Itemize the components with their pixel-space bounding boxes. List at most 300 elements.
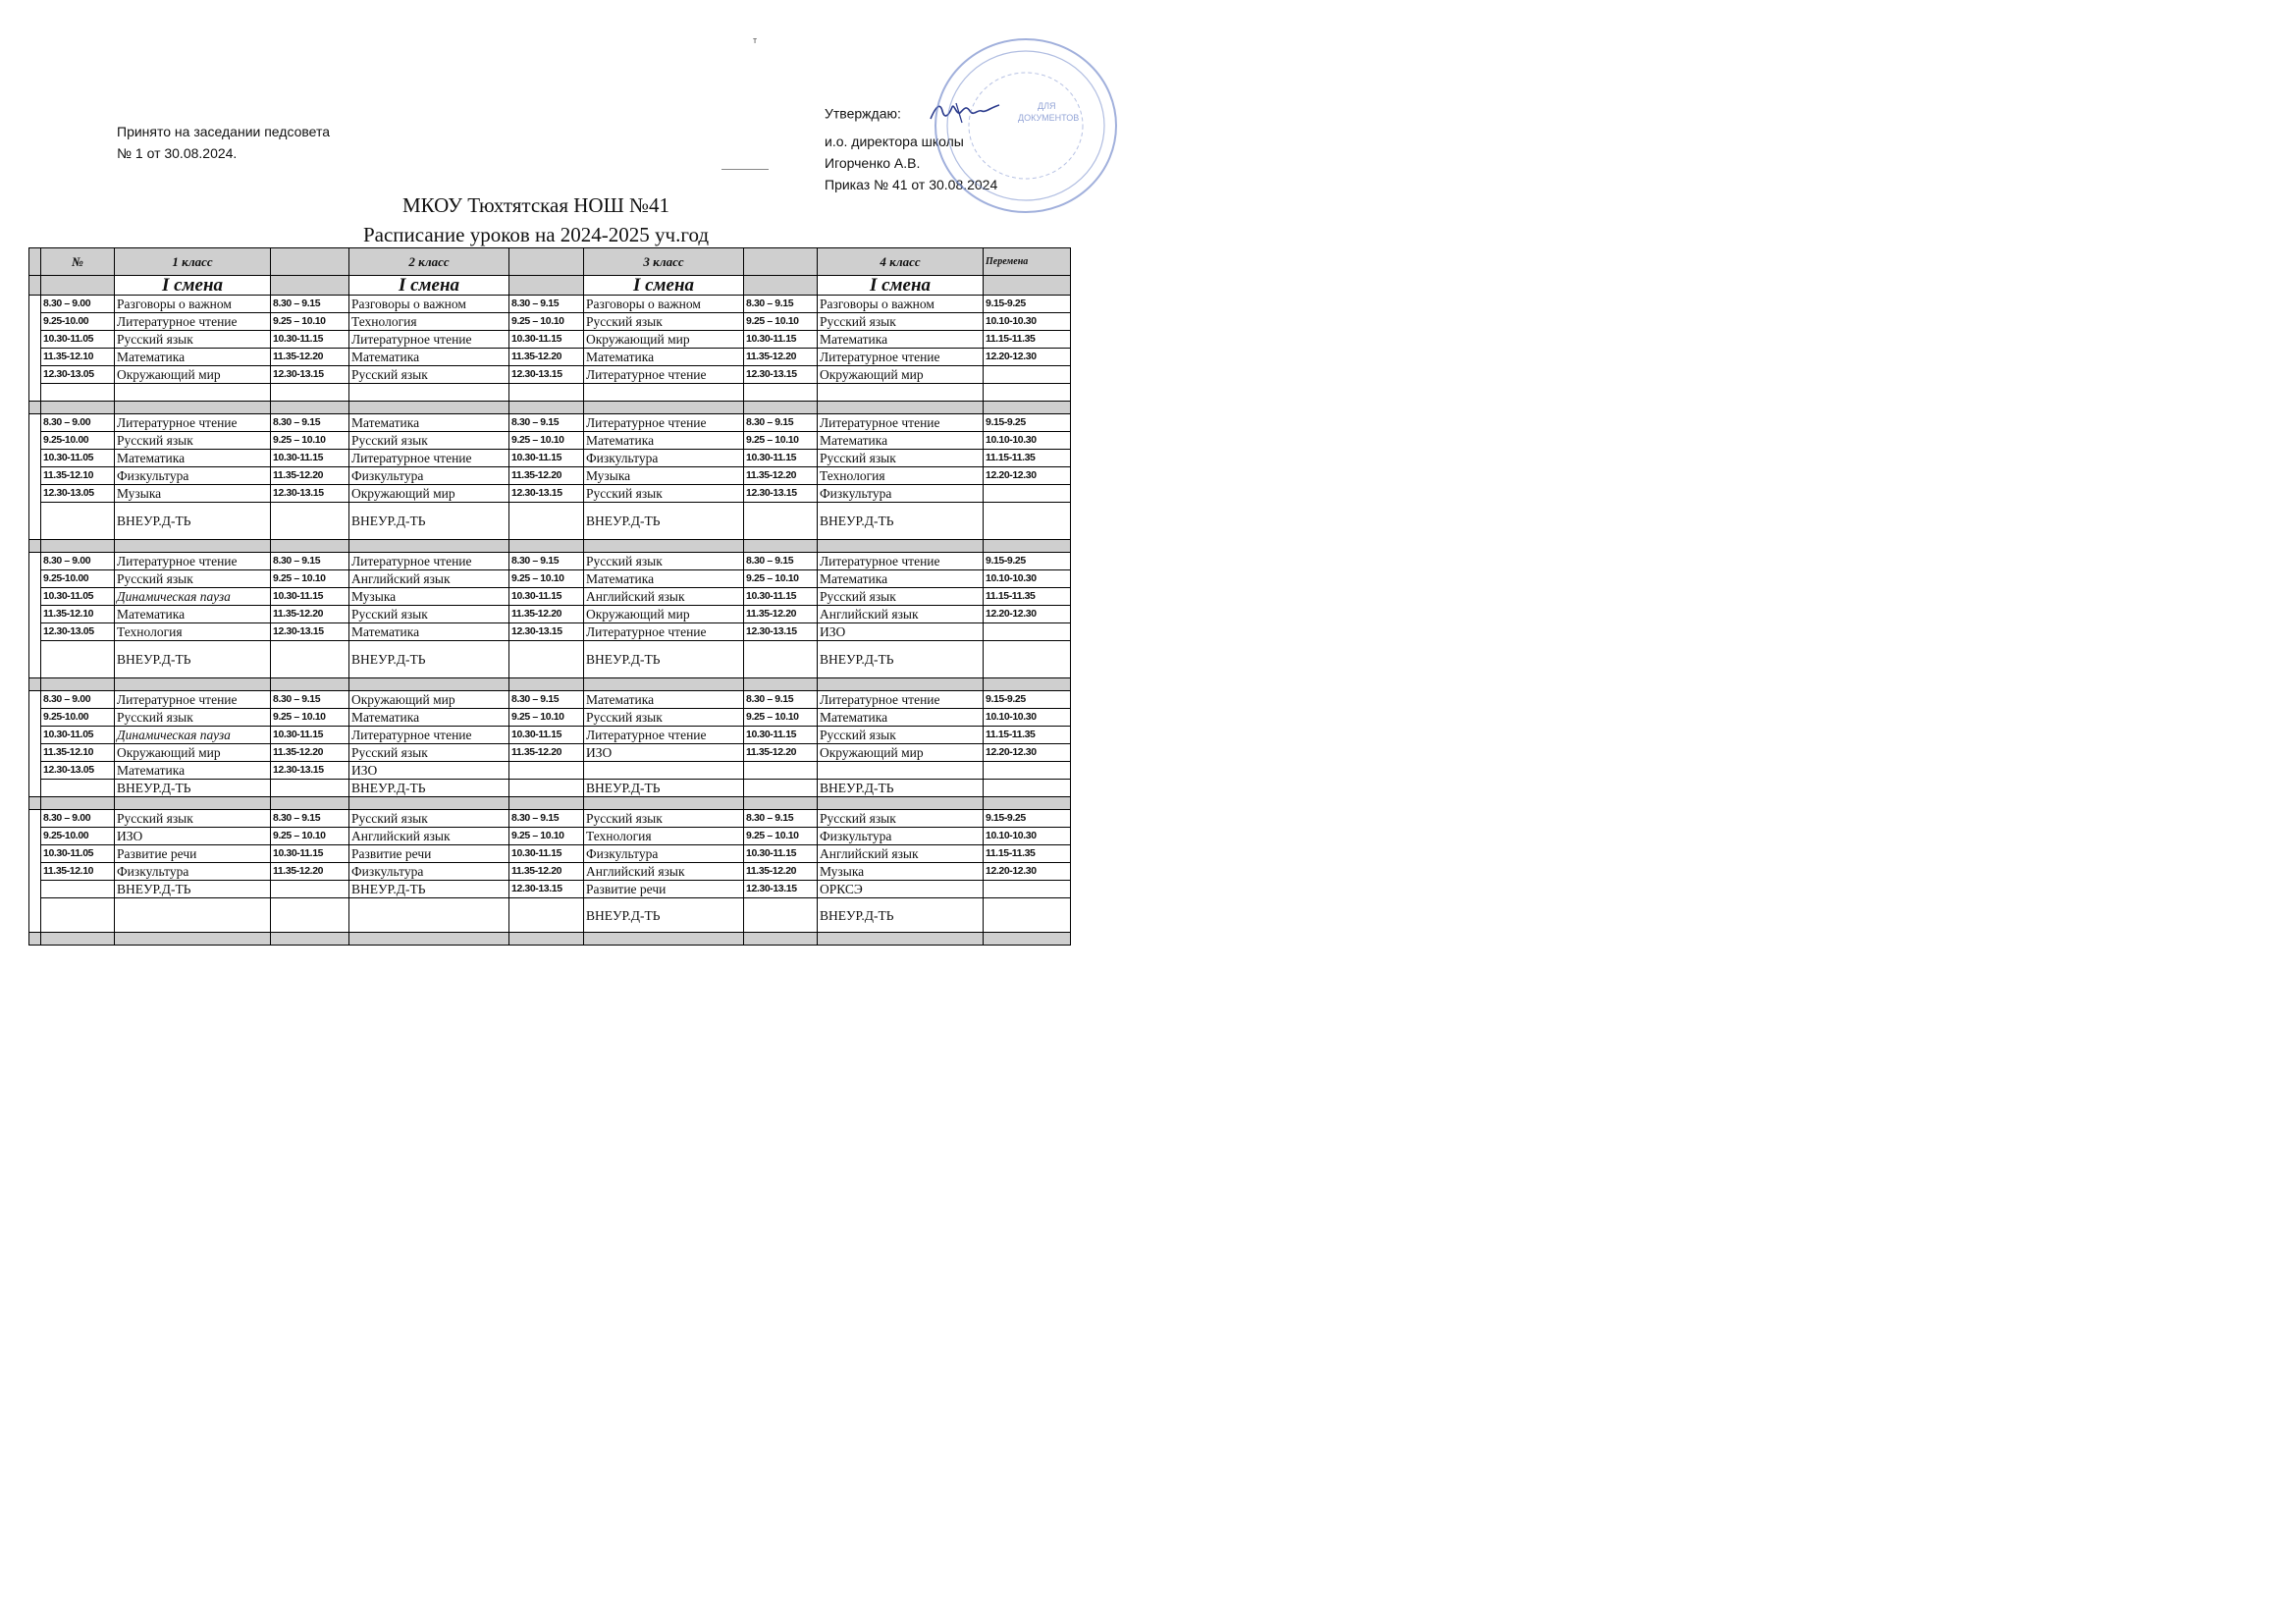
lesson-time: 12.30-13.15 [509,485,584,503]
lesson-subject: Русский язык [115,810,271,828]
lesson-subject: Окружающий мир [818,366,984,384]
lesson-subject: Русский язык [115,570,271,588]
lesson-time: 12.30-13.05 [41,762,115,780]
break-time: 10.10-10.30 [984,313,1071,331]
lesson-subject: ИЗО [584,744,744,762]
lesson-time: 11.35-12.20 [744,467,818,485]
lesson-time: 12.30-13.05 [41,623,115,641]
lesson-subject: Физкультура [584,450,744,467]
council-line: Принято на заседании педсовета [117,124,331,139]
lesson-subject: ВНЕУР.Д-ТЬ [115,881,271,898]
lesson-subject: Физкультура [349,467,509,485]
lesson-subject: Русский язык [584,553,744,570]
break-time: 9.15-9.25 [984,414,1071,432]
lesson-time: 12.30-13.15 [744,623,818,641]
lesson-row [29,881,1071,898]
lesson-time: 8.30 – 9.00 [41,414,115,432]
lesson-time: 9.25 – 10.10 [271,709,349,727]
lesson-time: 9.25-10.00 [41,828,115,845]
lesson-time: 10.30-11.15 [271,331,349,349]
lesson-time: 10.30-11.15 [509,727,584,744]
top-mark: т [753,35,758,45]
lesson-time: 11.35-12.10 [41,863,115,881]
break-time: 11.15-11.35 [984,450,1071,467]
lesson-subject: Русский язык [349,366,509,384]
lesson-time: 11.35-12.20 [271,467,349,485]
break-time: 11.15-11.35 [984,331,1071,349]
extracurricular-row [29,641,1071,678]
lesson-row [29,313,1071,331]
break-time: 12.20-12.30 [984,467,1071,485]
lesson-time: 11.35-12.20 [744,349,818,366]
break-time: 9.15-9.25 [984,810,1071,828]
separator-row [29,678,1071,691]
lesson-time: 9.25 – 10.10 [271,313,349,331]
lesson-subject: Музыка [818,863,984,881]
lesson-subject: Литературное чтение [115,691,271,709]
lesson-time: 9.25 – 10.10 [744,432,818,450]
lesson-subject: Русский язык [584,485,744,503]
council-date-line: № 1 от 30.08.2024. [117,145,238,161]
lesson-subject: Русский язык [349,606,509,623]
class1-header: 1 класс [115,248,271,276]
lesson-time: 10.30-11.05 [41,331,115,349]
lesson-row [29,485,1071,503]
school-name: МКОУ Тюхтятская НОШ №41 [401,193,670,217]
lesson-subject: Литературное чтение [584,623,744,641]
lesson-time: 10.30-11.15 [744,450,818,467]
break-time: 11.15-11.35 [984,727,1071,744]
lesson-subject: Физкультура [584,845,744,863]
lesson-subject: Русский язык [818,727,984,744]
separator-row [29,797,1071,810]
break-time [984,623,1071,641]
lesson-subject: Математика [584,691,744,709]
lesson-subject: Окружающий мир [584,331,744,349]
lesson-row [29,588,1071,606]
extracurricular-label: ВНЕУР.Д-ТЬ [115,780,271,797]
lesson-subject: Развитие речи [115,845,271,863]
lesson-subject: Динамическая пауза [115,588,271,606]
lesson-row [29,727,1071,744]
lesson-time: 9.25 – 10.10 [744,570,818,588]
lesson-time: 10.30-11.15 [509,588,584,606]
lesson-subject: Математика [115,450,271,467]
lesson-subject: Технология [818,467,984,485]
lesson-time: 9.25 – 10.10 [509,828,584,845]
lesson-subject: Английский язык [584,863,744,881]
director-name: Игорченко А.В. [825,155,921,171]
lesson-subject: Физкультура [115,467,271,485]
lesson-time: 11.35-12.20 [271,744,349,762]
lesson-subject: Окружающий мир [349,485,509,503]
lesson-subject: Английский язык [349,828,509,845]
lesson-subject: Русский язык [818,313,984,331]
extracurricular-label: ВНЕУР.Д-ТЬ [349,780,509,797]
lesson-subject: Математика [818,331,984,349]
lesson-time: 12.30-13.15 [271,623,349,641]
lesson-time: 12.30-13.15 [271,366,349,384]
class3-header: 3 класс [584,248,744,276]
lesson-subject: Литературное чтение [818,691,984,709]
lesson-time: 10.30-11.15 [509,845,584,863]
number-header: № [41,248,115,276]
lesson-subject: ИЗО [818,623,984,641]
extracurricular-label: ВНЕУР.Д-ТЬ [818,898,984,933]
lesson-subject: Математика [818,432,984,450]
lesson-subject: Литературное чтение [115,313,271,331]
lesson-row [29,366,1071,384]
lesson-row [29,762,1071,780]
lesson-time: 9.25 – 10.10 [744,828,818,845]
column-header-row [29,248,1071,276]
lesson-row [29,828,1071,845]
lesson-time: 12.30-13.15 [509,881,584,898]
lesson-subject: Английский язык [584,588,744,606]
lesson-time: 8.30 – 9.00 [41,553,115,570]
lesson-time: 9.25 – 10.10 [744,709,818,727]
lesson-time: 8.30 – 9.15 [271,691,349,709]
lesson-subject: Развитие речи [349,845,509,863]
schedule-title: Расписание уроков на 2024-2025 уч.год [362,223,710,246]
lesson-time: 8.30 – 9.15 [744,296,818,313]
lesson-time: 11.35-12.20 [271,863,349,881]
lesson-row [29,691,1071,709]
lesson-subject: Английский язык [818,845,984,863]
break-time: 11.15-11.35 [984,845,1071,863]
lesson-time: 11.35-12.10 [41,349,115,366]
lesson-time: 9.25 – 10.10 [744,313,818,331]
extracurricular-row [29,898,1071,933]
lesson-time: 9.25 – 10.10 [509,709,584,727]
lesson-subject: Физкультура [818,485,984,503]
shift-label-class1: I смена [115,276,271,296]
day-label [29,296,41,402]
lesson-subject: Развитие речи [584,881,744,898]
lesson-subject: Окружающий мир [349,691,509,709]
lesson-row [29,432,1071,450]
lesson-subject: Музыка [115,485,271,503]
break-header: Перемена [984,248,1071,276]
schedule-table [28,247,1071,946]
lesson-time: 11.35-12.20 [744,744,818,762]
shift-label-class4: I смена [818,276,984,296]
lesson-time: 10.30-11.15 [509,450,584,467]
extracurricular-label: ВНЕУР.Д-ТЬ [584,503,744,540]
class4-header: 4 класс [818,248,984,276]
lesson-subject: Русский язык [115,709,271,727]
lesson-time: 11.35-12.20 [509,349,584,366]
lesson-subject: Физкультура [115,863,271,881]
lesson-time: 8.30 – 9.15 [271,414,349,432]
lesson-time: 8.30 – 9.15 [509,810,584,828]
lesson-time: 11.35-12.20 [509,744,584,762]
lesson-subject: Английский язык [349,570,509,588]
lesson-subject: Русский язык [818,588,984,606]
lesson-time: 8.30 – 9.15 [509,414,584,432]
lesson-subject: Разговоры о важном [349,296,509,313]
lesson-subject: Русский язык [349,432,509,450]
lesson-subject: Математика [818,570,984,588]
lesson-subject: Русский язык [584,810,744,828]
lesson-time: 10.30-11.05 [41,588,115,606]
lesson-subject: Математика [349,349,509,366]
lesson-subject: ИЗО [349,762,509,780]
extracurricular-label: ВНЕУР.Д-ТЬ [584,898,744,933]
extracurricular-label: ВНЕУР.Д-ТЬ [349,503,509,540]
lesson-subject: Литературное чтение [349,331,509,349]
lesson-subject [584,762,744,780]
stamp-text-2: ДОКУМЕНТОВ [1018,113,1080,123]
lesson-time: 9.25 – 10.10 [509,432,584,450]
lesson-subject: Окружающий мир [115,744,271,762]
lesson-subject: Русский язык [349,744,509,762]
day-label [29,691,41,797]
extracurricular-row [29,384,1071,402]
lesson-subject: ВНЕУР.Д-ТЬ [349,881,509,898]
lesson-time: 12.30-13.05 [41,485,115,503]
lesson-time: 11.35-12.10 [41,744,115,762]
lesson-subject: Математика [115,349,271,366]
lesson-subject: Литературное чтение [584,414,744,432]
extracurricular-label: ВНЕУР.Д-ТЬ [115,641,271,678]
shift-label-class3: I смена [584,276,744,296]
lesson-time [271,881,349,898]
lesson-subject: Русский язык [349,810,509,828]
lesson-time: 10.30-11.15 [744,845,818,863]
lesson-time: 8.30 – 9.15 [509,691,584,709]
lesson-row [29,414,1071,432]
lesson-time: 11.35-12.20 [744,606,818,623]
lesson-subject: Русский язык [115,432,271,450]
lesson-subject: Технология [584,828,744,845]
lesson-subject: Математика [115,762,271,780]
separator-row [29,540,1071,553]
lesson-time: 11.35-12.20 [271,349,349,366]
lesson-row [29,331,1071,349]
break-time: 9.15-9.25 [984,296,1071,313]
lesson-time [509,762,584,780]
lesson-time: 9.25-10.00 [41,709,115,727]
break-time [984,366,1071,384]
lesson-subject: Русский язык [115,331,271,349]
break-time: 12.20-12.30 [984,863,1071,881]
lesson-time: 8.30 – 9.15 [271,810,349,828]
lesson-time: 9.25 – 10.10 [271,432,349,450]
lesson-time: 10.30-11.15 [744,331,818,349]
lesson-subject: Окружающий мир [584,606,744,623]
lesson-time: 12.30-13.15 [509,366,584,384]
lesson-time: 8.30 – 9.15 [509,296,584,313]
lesson-time: 11.35-12.10 [41,467,115,485]
lesson-subject: Литературное чтение [349,450,509,467]
shift-label-class2: I смена [349,276,509,296]
lesson-time: 12.30-13.15 [271,762,349,780]
lesson-time: 11.35-12.20 [271,606,349,623]
divider [721,169,769,170]
lesson-time: 9.25-10.00 [41,570,115,588]
extracurricular-label: ВНЕУР.Д-ТЬ [818,641,984,678]
director-position: и.о. директора школы [825,134,964,149]
lesson-subject: Технология [115,623,271,641]
lesson-subject: Русский язык [818,810,984,828]
lesson-row [29,296,1071,313]
break-time: 10.10-10.30 [984,432,1071,450]
lesson-time: 9.25-10.00 [41,313,115,331]
separator-row [29,402,1071,414]
lesson-time: 12.30-13.05 [41,366,115,384]
lesson-subject: Математика [818,709,984,727]
lesson-subject: Литературное чтение [818,349,984,366]
lesson-row [29,810,1071,828]
lesson-subject: Математика [115,606,271,623]
lesson-row [29,553,1071,570]
lesson-subject: Литературное чтение [584,727,744,744]
break-time: 9.15-9.25 [984,691,1071,709]
lesson-subject: Музыка [584,467,744,485]
lesson-subject: Окружающий мир [115,366,271,384]
lesson-subject: ОРКСЭ [818,881,984,898]
extracurricular-label: ВНЕУР.Д-ТЬ [584,641,744,678]
class2-header: 2 класс [349,248,509,276]
lesson-time: 11.35-12.20 [509,606,584,623]
lesson-time: 9.25 – 10.10 [271,570,349,588]
lesson-time: 8.30 – 9.15 [509,553,584,570]
day-label [29,553,41,678]
lesson-row [29,845,1071,863]
lesson-time: 8.30 – 9.00 [41,296,115,313]
extracurricular-label: ВНЕУР.Д-ТЬ [818,780,984,797]
lesson-time: 12.30-13.15 [744,366,818,384]
extracurricular-label: ВНЕУР.Д-ТЬ [584,780,744,797]
order-number: Приказ № 41 от 30.08.2024 [825,177,998,192]
break-time: 9.15-9.25 [984,553,1071,570]
lesson-subject: Музыка [349,588,509,606]
lesson-time: 11.35-12.10 [41,606,115,623]
lesson-time: 11.35-12.20 [509,863,584,881]
break-time [984,485,1071,503]
lesson-time: 9.25 – 10.10 [271,828,349,845]
lesson-row [29,450,1071,467]
break-time: 12.20-12.30 [984,349,1071,366]
lesson-subject: Литературное чтение [349,553,509,570]
lesson-time: 10.30-11.15 [271,588,349,606]
break-time: 10.10-10.30 [984,570,1071,588]
lesson-time: 10.30-11.15 [744,588,818,606]
lesson-subject: Технология [349,313,509,331]
lesson-subject: Разговоры о важном [115,296,271,313]
lesson-subject: Литературное чтение [818,414,984,432]
approve-label: Утверждаю: [825,105,901,122]
lesson-time: 9.25 – 10.10 [509,313,584,331]
lesson-subject: Русский язык [584,313,744,331]
lesson-time: 10.30-11.15 [509,331,584,349]
extracurricular-row [29,780,1071,797]
lesson-subject: Разговоры о важном [818,296,984,313]
lesson-time: 8.30 – 9.00 [41,810,115,828]
day-label [29,414,41,540]
lesson-time: 8.30 – 9.15 [271,296,349,313]
lesson-subject: Окружающий мир [818,744,984,762]
lesson-row [29,709,1071,727]
lesson-subject: Математика [349,414,509,432]
lesson-time: 12.30-13.15 [271,485,349,503]
lesson-subject: Английский язык [818,606,984,623]
break-time: 10.10-10.30 [984,709,1071,727]
lesson-subject [818,762,984,780]
lesson-time: 8.30 – 9.15 [744,691,818,709]
break-time [984,881,1071,898]
break-time [984,762,1071,780]
lesson-subject: Математика [584,570,744,588]
shift-row [29,276,1071,296]
lesson-row [29,744,1071,762]
lesson-time: 8.30 – 9.15 [744,553,818,570]
lesson-row [29,467,1071,485]
lesson-time [41,881,115,898]
lesson-row [29,349,1071,366]
lesson-time: 10.30-11.15 [271,727,349,744]
lesson-subject: Математика [349,709,509,727]
lesson-time: 12.30-13.15 [509,623,584,641]
lesson-time: 10.30-11.15 [271,450,349,467]
lesson-subject: Разговоры о важном [584,296,744,313]
lesson-time: 9.25-10.00 [41,432,115,450]
day-label [29,810,41,933]
lesson-time: 10.30-11.05 [41,727,115,744]
lesson-time: 8.30 – 9.00 [41,691,115,709]
lesson-subject: Литературное чтение [584,366,744,384]
lesson-subject: Динамическая пауза [115,727,271,744]
break-time: 11.15-11.35 [984,588,1071,606]
lesson-subject: Литературное чтение [115,414,271,432]
lesson-subject: Литературное чтение [349,727,509,744]
lesson-subject: Физкультура [349,863,509,881]
lesson-subject: Математика [584,432,744,450]
lesson-subject: ИЗО [115,828,271,845]
extracurricular-label: ВНЕУР.Д-ТЬ [115,503,271,540]
lesson-subject: Математика [349,623,509,641]
lesson-time: 8.30 – 9.15 [744,414,818,432]
council-adoption-note [117,121,330,164]
stamp-text-1: ДЛЯ [1038,101,1056,111]
lesson-subject: Русский язык [584,709,744,727]
lesson-subject: Математика [584,349,744,366]
lesson-time: 10.30-11.15 [271,845,349,863]
lesson-time: 8.30 – 9.15 [271,553,349,570]
lesson-row [29,623,1071,641]
break-time: 12.20-12.30 [984,744,1071,762]
lesson-subject: Литературное чтение [818,553,984,570]
lesson-time: 10.30-11.05 [41,450,115,467]
lesson-subject: Литературное чтение [115,553,271,570]
lesson-time: 9.25 – 10.10 [509,570,584,588]
lesson-time: 12.30-13.15 [744,881,818,898]
extracurricular-label: ВНЕУР.Д-ТЬ [349,641,509,678]
lesson-time [744,762,818,780]
lesson-row [29,863,1071,881]
lesson-subject: Физкультура [818,828,984,845]
lesson-time: 10.30-11.15 [744,727,818,744]
lesson-subject: Русский язык [818,450,984,467]
lesson-time: 10.30-11.05 [41,845,115,863]
separator-row [29,933,1071,946]
extracurricular-label: ВНЕУР.Д-ТЬ [818,503,984,540]
lesson-time: 11.35-12.20 [744,863,818,881]
lesson-time: 8.30 – 9.15 [744,810,818,828]
lesson-row [29,570,1071,588]
break-time: 12.20-12.30 [984,606,1071,623]
